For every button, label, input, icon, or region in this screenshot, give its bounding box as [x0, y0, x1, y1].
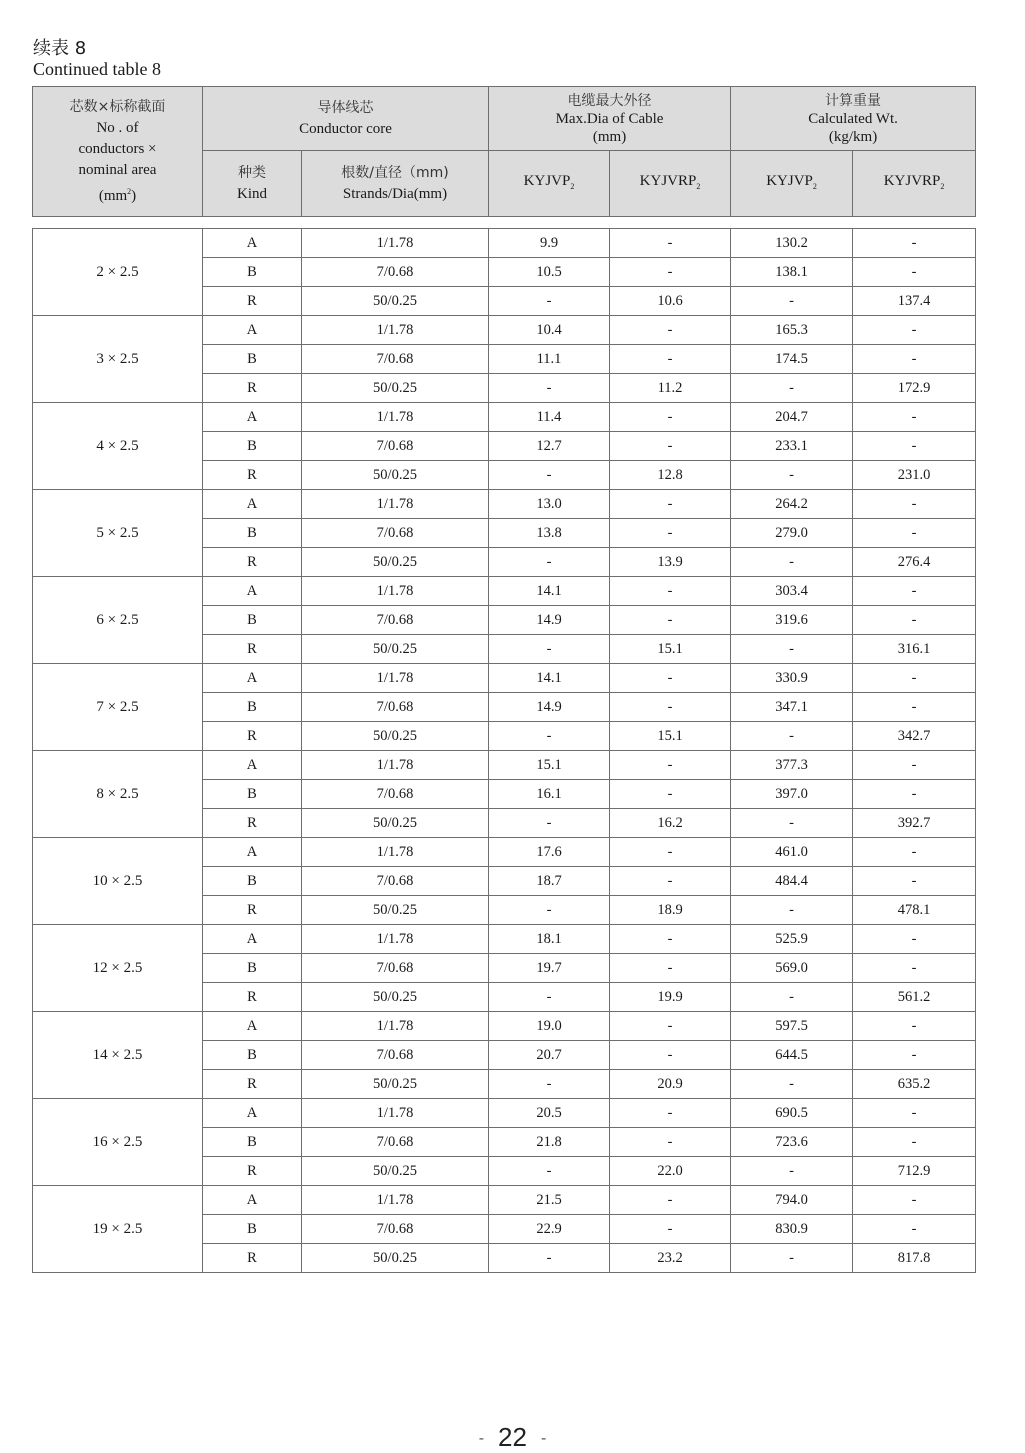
group-cell: 5 × 2.5 [33, 490, 203, 577]
kyjvp-dia-cell: 17.6 [489, 838, 610, 867]
kyjvrp-wt-cell: 392.7 [853, 809, 976, 838]
kyjvrp-wt-cell: 231.0 [853, 461, 976, 490]
kyjvrp-dia-cell: - [610, 1012, 731, 1041]
kyjvp-dia-cell: 16.1 [489, 780, 610, 809]
kind-cell: R [203, 983, 302, 1012]
kyjvrp-dia-cell: - [610, 867, 731, 896]
kyjvp-wt-cell: 397.0 [731, 780, 853, 809]
strands-cell: 1/1.78 [302, 577, 489, 606]
kyjvrp-wt-cell: 712.9 [853, 1157, 976, 1186]
caption-chinese: 续表 8 [33, 38, 87, 59]
kind-cell: B [203, 954, 302, 983]
kyjvp-wt-cell: 330.9 [731, 664, 853, 693]
table-row [33, 316, 976, 345]
kyjvp-wt-cell: 130.2 [731, 229, 853, 258]
header-max-dia: 电缆最大外径 Max.Dia of Cable (mm) [489, 87, 731, 151]
kyjvrp-dia-cell: - [610, 1041, 731, 1070]
kyjvrp-wt-cell: - [853, 867, 976, 896]
strands-cell: 50/0.25 [302, 1244, 489, 1273]
kyjvp-wt-cell: 377.3 [731, 751, 853, 780]
kind-cell: B [203, 1215, 302, 1244]
strands-cell: 1/1.78 [302, 664, 489, 693]
group-cell: 16 × 2.5 [33, 1099, 203, 1186]
group-cell: 6 × 2.5 [33, 577, 203, 664]
group-cell: 7 × 2.5 [33, 664, 203, 751]
kyjvrp-dia-cell: - [610, 606, 731, 635]
kind-cell: A [203, 316, 302, 345]
strands-cell: 7/0.68 [302, 780, 489, 809]
kyjvrp-dia-cell: - [610, 954, 731, 983]
kyjvrp-dia-cell: - [610, 316, 731, 345]
kyjvp-dia-cell: 12.7 [489, 432, 610, 461]
kind-cell: A [203, 229, 302, 258]
kyjvp-wt-cell: 165.3 [731, 316, 853, 345]
group-cell: 12 × 2.5 [33, 925, 203, 1012]
kind-cell: R [203, 548, 302, 577]
table-row [33, 838, 976, 867]
kind-cell: R [203, 461, 302, 490]
strands-cell: 7/0.68 [302, 1215, 489, 1244]
table-row [33, 490, 976, 519]
kyjvp-dia-cell: 13.0 [489, 490, 610, 519]
kyjvp-wt-cell: - [731, 1070, 853, 1099]
kyjvp-wt-cell: 347.1 [731, 693, 853, 722]
strands-cell: 50/0.25 [302, 809, 489, 838]
strands-cell: 7/0.68 [302, 432, 489, 461]
kyjvrp-dia-cell: - [610, 693, 731, 722]
kyjvp-wt-cell: - [731, 548, 853, 577]
kyjvp-dia-cell: - [489, 287, 610, 316]
strands-cell: 50/0.25 [302, 287, 489, 316]
kyjvrp-wt-cell: 316.1 [853, 635, 976, 664]
strands-cell: 1/1.78 [302, 751, 489, 780]
kyjvp-dia-cell: 14.9 [489, 693, 610, 722]
kyjvp-wt-cell: - [731, 287, 853, 316]
kyjvrp-dia-cell: - [610, 577, 731, 606]
table-row [33, 1186, 976, 1215]
kind-cell: B [203, 432, 302, 461]
kyjvrp-wt-cell: - [853, 519, 976, 548]
header-strands: 根数/直径（mm) Strands/Dia(mm) [302, 151, 489, 217]
kyjvrp-dia-cell: - [610, 1186, 731, 1215]
kyjvp-dia-cell: 21.8 [489, 1128, 610, 1157]
strands-cell: 50/0.25 [302, 635, 489, 664]
kyjvrp-wt-cell: 561.2 [853, 983, 976, 1012]
kyjvp-wt-cell: - [731, 722, 853, 751]
kyjvp-dia-cell: 11.1 [489, 345, 610, 374]
kyjvrp-dia-cell: - [610, 925, 731, 954]
kyjvp-dia-cell: - [489, 896, 610, 925]
kind-cell: B [203, 780, 302, 809]
kyjvp-dia-cell: 20.5 [489, 1099, 610, 1128]
kyjvrp-wt-cell: - [853, 664, 976, 693]
header-kyjvrp-wt: $KYJVRP_2$ [853, 151, 976, 217]
kyjvp-dia-cell: 18.7 [489, 867, 610, 896]
kyjvrp-wt-cell: - [853, 316, 976, 345]
kyjvrp-dia-cell: - [610, 1215, 731, 1244]
strands-cell: 7/0.68 [302, 867, 489, 896]
kind-cell: A [203, 403, 302, 432]
header-conductor-core: 导体线芯 Conductor core [203, 87, 489, 151]
kyjvp-wt-cell: 319.6 [731, 606, 853, 635]
kind-cell: B [203, 1041, 302, 1070]
kyjvrp-dia-cell: 22.0 [610, 1157, 731, 1186]
kyjvp-dia-cell: - [489, 722, 610, 751]
kyjvp-wt-cell: 794.0 [731, 1186, 853, 1215]
kyjvp-dia-cell: - [489, 809, 610, 838]
kind-cell: R [203, 809, 302, 838]
kyjvrp-wt-cell: 478.1 [853, 896, 976, 925]
kyjvp-wt-cell: 525.9 [731, 925, 853, 954]
table-row [33, 1012, 976, 1041]
header-calc-weight: 计算重量 Calculated Wt. (kg/km) [731, 87, 976, 151]
strands-cell: 1/1.78 [302, 925, 489, 954]
strands-cell: 1/1.78 [302, 1012, 489, 1041]
kyjvrp-dia-cell: 20.9 [610, 1070, 731, 1099]
kind-cell: A [203, 577, 302, 606]
kind-cell: R [203, 1244, 302, 1273]
kind-cell: A [203, 751, 302, 780]
kyjvp-dia-cell: - [489, 1157, 610, 1186]
strands-cell: 50/0.25 [302, 1070, 489, 1099]
group-cell: 10 × 2.5 [33, 838, 203, 925]
kyjvrp-dia-cell: 11.2 [610, 374, 731, 403]
kyjvp-dia-cell: - [489, 983, 610, 1012]
kyjvp-dia-cell: - [489, 548, 610, 577]
kyjvp-wt-cell: 484.4 [731, 867, 853, 896]
kyjvrp-dia-cell: - [610, 751, 731, 780]
kyjvp-wt-cell: - [731, 1157, 853, 1186]
kind-cell: A [203, 1186, 302, 1215]
kyjvp-dia-cell: - [489, 1070, 610, 1099]
kyjvrp-wt-cell: - [853, 577, 976, 606]
group-cell: 3 × 2.5 [33, 316, 203, 403]
kind-cell: R [203, 1070, 302, 1099]
kyjvp-dia-cell: 15.1 [489, 751, 610, 780]
kyjvrp-dia-cell: - [610, 519, 731, 548]
kyjvp-dia-cell: 10.4 [489, 316, 610, 345]
kyjvp-wt-cell: 644.5 [731, 1041, 853, 1070]
kyjvp-wt-cell: - [731, 461, 853, 490]
kyjvp-wt-cell: 138.1 [731, 258, 853, 287]
strands-cell: 1/1.78 [302, 838, 489, 867]
kind-cell: B [203, 258, 302, 287]
kind-cell: A [203, 925, 302, 954]
kyjvp-wt-cell: 830.9 [731, 1215, 853, 1244]
strands-cell: 7/0.68 [302, 1128, 489, 1157]
kyjvrp-wt-cell: - [853, 780, 976, 809]
strands-cell: 50/0.25 [302, 896, 489, 925]
kyjvrp-wt-cell: - [853, 403, 976, 432]
page-number: 22 [498, 1422, 527, 1452]
strands-cell: 7/0.68 [302, 258, 489, 287]
kyjvp-wt-cell: 690.5 [731, 1099, 853, 1128]
strands-cell: 50/0.25 [302, 548, 489, 577]
strands-cell: 50/0.25 [302, 983, 489, 1012]
kyjvrp-wt-cell: - [853, 606, 976, 635]
kind-cell: B [203, 867, 302, 896]
caption-english: Continued table 8 [33, 59, 161, 79]
strands-cell: 1/1.78 [302, 316, 489, 345]
kyjvrp-dia-cell: - [610, 1128, 731, 1157]
strands-cell: 1/1.78 [302, 1099, 489, 1128]
kyjvrp-wt-cell: - [853, 1215, 976, 1244]
kyjvp-wt-cell: 569.0 [731, 954, 853, 983]
kind-cell: R [203, 896, 302, 925]
kind-cell: R [203, 287, 302, 316]
kyjvrp-dia-cell: - [610, 490, 731, 519]
kyjvp-dia-cell: 10.5 [489, 258, 610, 287]
kind-cell: B [203, 519, 302, 548]
strands-cell: 7/0.68 [302, 954, 489, 983]
kyjvrp-dia-cell: - [610, 1099, 731, 1128]
kyjvrp-dia-cell: - [610, 403, 731, 432]
strands-cell: 1/1.78 [302, 490, 489, 519]
kyjvrp-wt-cell: - [853, 1128, 976, 1157]
cable-data-table [32, 228, 976, 1273]
kyjvrp-wt-cell: 276.4 [853, 548, 976, 577]
kind-cell: B [203, 693, 302, 722]
kyjvp-dia-cell: - [489, 374, 610, 403]
table-header [32, 86, 976, 217]
kyjvp-dia-cell: 19.0 [489, 1012, 610, 1041]
kyjvrp-wt-cell: - [853, 693, 976, 722]
kyjvrp-wt-cell: - [853, 751, 976, 780]
group-cell: 14 × 2.5 [33, 1012, 203, 1099]
kind-cell: B [203, 345, 302, 374]
kyjvrp-wt-cell: - [853, 954, 976, 983]
kyjvrp-wt-cell: - [853, 229, 976, 258]
kind-cell: A [203, 838, 302, 867]
kyjvp-wt-cell: 279.0 [731, 519, 853, 548]
kyjvrp-dia-cell: - [610, 838, 731, 867]
kyjvp-wt-cell: 264.2 [731, 490, 853, 519]
kyjvrp-wt-cell: - [853, 490, 976, 519]
kyjvp-dia-cell: 14.1 [489, 664, 610, 693]
kind-cell: R [203, 1157, 302, 1186]
table-row [33, 577, 976, 606]
strands-cell: 1/1.78 [302, 403, 489, 432]
strands-cell: 50/0.25 [302, 1157, 489, 1186]
kyjvp-dia-cell: 20.7 [489, 1041, 610, 1070]
kyjvp-dia-cell: - [489, 635, 610, 664]
strands-cell: 50/0.25 [302, 722, 489, 751]
kyjvp-wt-cell: 233.1 [731, 432, 853, 461]
table-row [33, 229, 976, 258]
strands-cell: 50/0.25 [302, 374, 489, 403]
footer-dash-left: - [478, 1430, 485, 1448]
kyjvp-dia-cell: - [489, 461, 610, 490]
kind-cell: A [203, 664, 302, 693]
header-kyjvp-dia: $KYJVP_2$ [489, 151, 610, 217]
strands-cell: 7/0.68 [302, 519, 489, 548]
kyjvp-dia-cell: 18.1 [489, 925, 610, 954]
kind-cell: A [203, 1099, 302, 1128]
kind-cell: B [203, 1128, 302, 1157]
kyjvrp-wt-cell: - [853, 258, 976, 287]
kyjvrp-wt-cell: - [853, 1186, 976, 1215]
kyjvp-wt-cell: 204.7 [731, 403, 853, 432]
kyjvp-wt-cell: 723.6 [731, 1128, 853, 1157]
kyjvrp-dia-cell: 12.8 [610, 461, 731, 490]
table-row [33, 751, 976, 780]
kind-cell: R [203, 635, 302, 664]
kyjvrp-wt-cell: 342.7 [853, 722, 976, 751]
strands-cell: 50/0.25 [302, 461, 489, 490]
kind-cell: B [203, 606, 302, 635]
footer-dash-right: - [540, 1430, 547, 1448]
kyjvp-wt-cell: 461.0 [731, 838, 853, 867]
header-kyjvp-wt: $KYJVP_2$ [731, 151, 853, 217]
kyjvrp-dia-cell: 16.2 [610, 809, 731, 838]
strands-cell: 1/1.78 [302, 229, 489, 258]
kyjvrp-wt-cell: - [853, 345, 976, 374]
kyjvp-dia-cell: 14.9 [489, 606, 610, 635]
strands-cell: 7/0.68 [302, 1041, 489, 1070]
kyjvp-dia-cell: 21.5 [489, 1186, 610, 1215]
kind-cell: A [203, 490, 302, 519]
table-row [33, 1099, 976, 1128]
kyjvrp-wt-cell: - [853, 925, 976, 954]
group-cell: 4 × 2.5 [33, 403, 203, 490]
header-kind: 种类 Kind [203, 151, 302, 217]
kyjvrp-wt-cell: 635.2 [853, 1070, 976, 1099]
strands-cell: 7/0.68 [302, 606, 489, 635]
table-row [33, 664, 976, 693]
kyjvrp-dia-cell: 19.9 [610, 983, 731, 1012]
kyjvp-dia-cell: 9.9 [489, 229, 610, 258]
group-cell: 19 × 2.5 [33, 1186, 203, 1273]
kyjvp-dia-cell: 14.1 [489, 577, 610, 606]
kyjvp-wt-cell: - [731, 635, 853, 664]
kyjvp-wt-cell: - [731, 896, 853, 925]
kind-cell: A [203, 1012, 302, 1041]
kyjvp-wt-cell: 303.4 [731, 577, 853, 606]
kyjvrp-wt-cell: - [853, 1099, 976, 1128]
table-row [33, 403, 976, 432]
kyjvrp-dia-cell: 18.9 [610, 896, 731, 925]
kyjvrp-dia-cell: 15.1 [610, 722, 731, 751]
kind-cell: R [203, 374, 302, 403]
kyjvrp-dia-cell: - [610, 345, 731, 374]
page-footer [0, 1422, 1025, 1453]
kyjvrp-dia-cell: - [610, 432, 731, 461]
kyjvrp-wt-cell: - [853, 1041, 976, 1070]
kyjvrp-dia-cell: - [610, 229, 731, 258]
strands-cell: 1/1.78 [302, 1186, 489, 1215]
kyjvrp-wt-cell: 172.9 [853, 374, 976, 403]
kyjvrp-wt-cell: 817.8 [853, 1244, 976, 1273]
strands-cell: 7/0.68 [302, 345, 489, 374]
kyjvp-dia-cell: 11.4 [489, 403, 610, 432]
kyjvp-wt-cell: - [731, 1244, 853, 1273]
kyjvrp-wt-cell: - [853, 1012, 976, 1041]
kyjvrp-dia-cell: 10.6 [610, 287, 731, 316]
kyjvrp-dia-cell: 23.2 [610, 1244, 731, 1273]
table-row [33, 925, 976, 954]
strands-cell: 7/0.68 [302, 693, 489, 722]
kyjvp-dia-cell: - [489, 1244, 610, 1273]
kyjvp-dia-cell: 22.9 [489, 1215, 610, 1244]
kyjvrp-dia-cell: - [610, 780, 731, 809]
kyjvrp-dia-cell: 13.9 [610, 548, 731, 577]
kyjvp-dia-cell: 13.8 [489, 519, 610, 548]
header-conductors-area: 芯数×标称截面 No . of conductors × nominal area $(mm^2)$ [33, 87, 203, 217]
kyjvp-wt-cell: - [731, 809, 853, 838]
kyjvrp-dia-cell: - [610, 258, 731, 287]
kyjvrp-dia-cell: - [610, 664, 731, 693]
kyjvp-dia-cell: 19.7 [489, 954, 610, 983]
kyjvp-wt-cell: 597.5 [731, 1012, 853, 1041]
group-cell: 2 × 2.5 [33, 229, 203, 316]
group-cell: 8 × 2.5 [33, 751, 203, 838]
kyjvrp-wt-cell: - [853, 838, 976, 867]
header-kyjvrp-dia: $KYJVRP_2$ [610, 151, 731, 217]
kyjvrp-dia-cell: 15.1 [610, 635, 731, 664]
kyjvp-wt-cell: - [731, 374, 853, 403]
kyjvrp-wt-cell: - [853, 432, 976, 461]
kind-cell: R [203, 722, 302, 751]
kyjvrp-wt-cell: 137.4 [853, 287, 976, 316]
kyjvp-wt-cell: - [731, 983, 853, 1012]
kyjvp-wt-cell: 174.5 [731, 345, 853, 374]
